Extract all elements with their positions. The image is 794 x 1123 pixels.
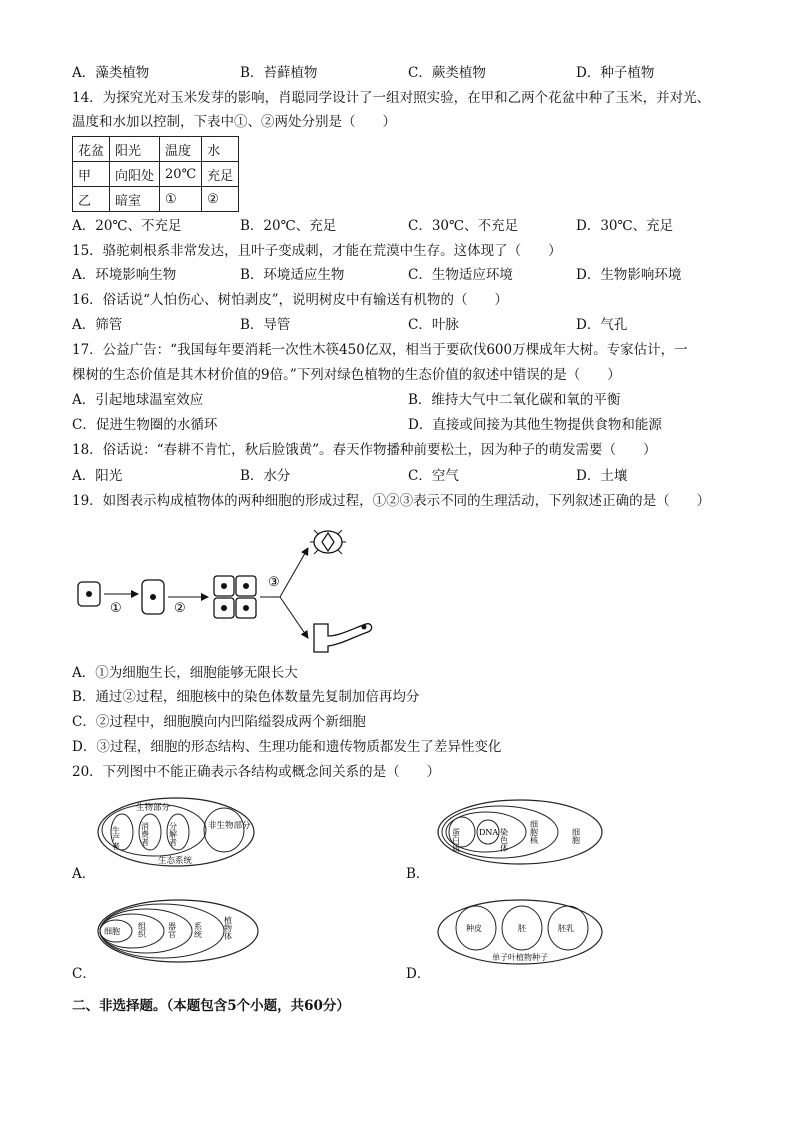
q17-option-d[interactable]: D．直接或间接为其他生物提供食物和能源: [408, 417, 662, 433]
root-hair-cell-icon: [314, 624, 372, 652]
q14-option-d[interactable]: D．30℃、充足: [576, 218, 674, 234]
table-cell: 充足: [202, 162, 239, 187]
q14-option-a[interactable]: A．20℃、不充足: [72, 218, 182, 234]
q19-option-a[interactable]: A．①为细胞生长，细胞能够无限长大: [72, 665, 298, 681]
q18-option-a[interactable]: A．阳光: [72, 468, 123, 484]
q13-option-c[interactable]: C．蕨类植物: [408, 65, 486, 81]
q17-options-row2: [72, 416, 732, 434]
fig-b-item-4: 细胞核: [529, 820, 539, 844]
q16-options: [72, 316, 732, 334]
fig-b-item-1: 蛋白质: [451, 828, 461, 852]
q17-options-row1: [72, 391, 732, 409]
q15-option-d[interactable]: D．生物影响环境: [576, 267, 682, 283]
q16-option-a[interactable]: A．筛管: [72, 317, 123, 333]
process-label-3: ③: [268, 575, 280, 590]
fig-d-item-1: 种皮: [466, 924, 482, 933]
q16-option-d[interactable]: D．气孔: [576, 317, 628, 333]
q19-stem: 19．如图表示构成植物体的两种细胞的形成过程，①②③表示不同的生理活动，下列叙述正确的是（ ）: [72, 493, 711, 509]
section-2-heading: 二、非选择题。（本题包含5个小题，共60分）: [72, 998, 350, 1014]
fig-b-item-5: 细胞: [571, 828, 581, 844]
q16-stem: 16．俗话说“人怕伤心、树怕剥皮”，说明树皮中有输送有机物的（ ）: [72, 292, 508, 308]
q13-option-d[interactable]: D．种子植物: [576, 65, 655, 81]
q20-figure-a-ecosystem: [96, 796, 262, 868]
table-cell: 温度: [160, 137, 202, 162]
fig-b-item-3: 染色体: [499, 828, 509, 852]
table-row: [73, 137, 239, 162]
q15-option-a[interactable]: A．环境影响生物: [72, 267, 177, 283]
q18-option-d[interactable]: D．土壤: [576, 468, 628, 484]
fig-a-item-3: 分解者: [168, 822, 178, 846]
q13-option-a[interactable]: A．藻类植物: [72, 65, 150, 81]
q14-option-c[interactable]: C．30℃、不充足: [408, 218, 519, 234]
q20-stem: 20．下列图中不能正确表示各结构或概念间关系的是（ ）: [72, 764, 441, 780]
fig-a-group-label: 生物部分: [136, 803, 171, 813]
q13-options: [72, 64, 732, 82]
fig-c-item-2: 组织: [137, 922, 147, 938]
fig-a-item-2: 消费者: [140, 822, 150, 846]
q19-option-d[interactable]: D．③过程，细胞的形态结构、生理功能和遗传物质都发生了差异性变化: [72, 739, 502, 755]
q20-option-d-label[interactable]: D．: [406, 966, 431, 982]
q18-options: [72, 467, 732, 485]
q14-experiment-table: [72, 136, 239, 212]
fig-d-outer-label: 单子叶植物种子: [492, 953, 548, 962]
q16-option-b[interactable]: B．导管: [240, 317, 291, 333]
q20-figure-c-plant-levels: [96, 898, 264, 964]
q17-stem-line1: 17．公益广告：“我国每年要消耗一次性木筷450亿双，相当于要砍伐600万棵成年大树。专家估计，一: [72, 342, 688, 358]
q14-option-b[interactable]: B．20℃、充足: [240, 218, 337, 234]
q19-option-c[interactable]: C．②过程中，细胞膜向内凹陷缢裂成两个新细胞: [72, 714, 366, 730]
table-cell: 20℃: [160, 162, 202, 187]
q18-option-b[interactable]: B．水分: [240, 468, 291, 484]
fig-d-item-3: 胚乳: [558, 924, 574, 933]
q15-option-b[interactable]: B．环境适应生物: [240, 267, 345, 283]
table-cell: 阳光: [110, 137, 160, 162]
q17-option-c[interactable]: C．促进生物圈的水循环: [72, 417, 218, 433]
q17-stem-line2: 棵树的生态价值是其木材价值的9倍。”下列对绿色植物的生态价值的叙述中错误的是（ ）: [72, 367, 621, 383]
q13-option-b[interactable]: B．苔藓植物: [240, 65, 318, 81]
table-row: [73, 162, 239, 187]
fig-c-item-5: 植物体: [223, 916, 233, 940]
process-label-1: ①: [110, 601, 122, 616]
q16-option-c[interactable]: C．叶脉: [408, 317, 459, 333]
q20-option-a-label[interactable]: A．: [72, 866, 96, 882]
q17-option-a[interactable]: A．引起地球温室效应: [72, 392, 204, 408]
q15-options: [72, 266, 732, 284]
q19-cell-division-diagram: [72, 520, 412, 655]
four-cell-group-icon: [214, 576, 256, 618]
q15-option-c[interactable]: C．生物适应环境: [408, 267, 513, 283]
q15-stem: 15．骆驼刺根系非常发达，且叶子变成刺，才能在荒漠中生存。这体现了（ ）: [72, 243, 562, 259]
table-cell: 向阳处: [110, 162, 160, 187]
table-cell: ①: [160, 187, 202, 212]
fig-c-item-4: 系统: [193, 922, 203, 938]
table-cell: 水: [202, 137, 239, 162]
q19-option-b[interactable]: B．通过②过程，细胞核中的染色体数量先复制加倍再均分: [72, 689, 420, 705]
fig-c-item-3: 器官: [167, 922, 177, 938]
q20-option-b-label[interactable]: B．: [406, 866, 430, 882]
q14-options: [72, 217, 732, 235]
fig-d-item-2: 胚: [518, 924, 526, 933]
guard-cell-icon: [310, 530, 346, 554]
fig-a-outer-label: 生态系统: [158, 856, 193, 866]
q14-stem-line2: 温度和水加以控制，下表中①、②两处分别是（ ）: [72, 114, 396, 130]
q14-stem-line1: 14．为探究光对玉米发芽的影响，肖聪同学设计了一组对照实验，在甲和乙两个花盆中种了玉米，并对光、: [72, 90, 711, 106]
fig-a-side-label: 非生物部分: [208, 821, 251, 831]
q18-option-c[interactable]: C．空气: [408, 468, 459, 484]
table-cell: 花盆: [73, 137, 110, 162]
q20-figure-b-cell-structure: [436, 798, 606, 866]
q18-stem: 18．俗话说：“春耕不肯忙，秋后脸饿黄”。春天作物播种前要松土，因为种子的萌发需要（ ）: [72, 442, 657, 458]
table-cell: ②: [202, 187, 239, 212]
fig-c-item-1: 细胞: [104, 927, 120, 936]
table-row: [73, 187, 239, 212]
q20-figure-d-monocot-seed: [436, 898, 606, 966]
q20-option-c-label[interactable]: C．: [72, 966, 96, 982]
table-cell: 乙: [73, 187, 110, 212]
q17-option-b[interactable]: B．维持大气中二氧化碳和氧的平衡: [408, 392, 621, 408]
process-label-2: ②: [174, 601, 186, 616]
table-cell: 甲: [73, 162, 110, 187]
table-cell: 暗室: [110, 187, 160, 212]
fig-b-item-2: DNA: [479, 828, 499, 837]
fig-a-item-1: 生产者: [111, 826, 121, 850]
